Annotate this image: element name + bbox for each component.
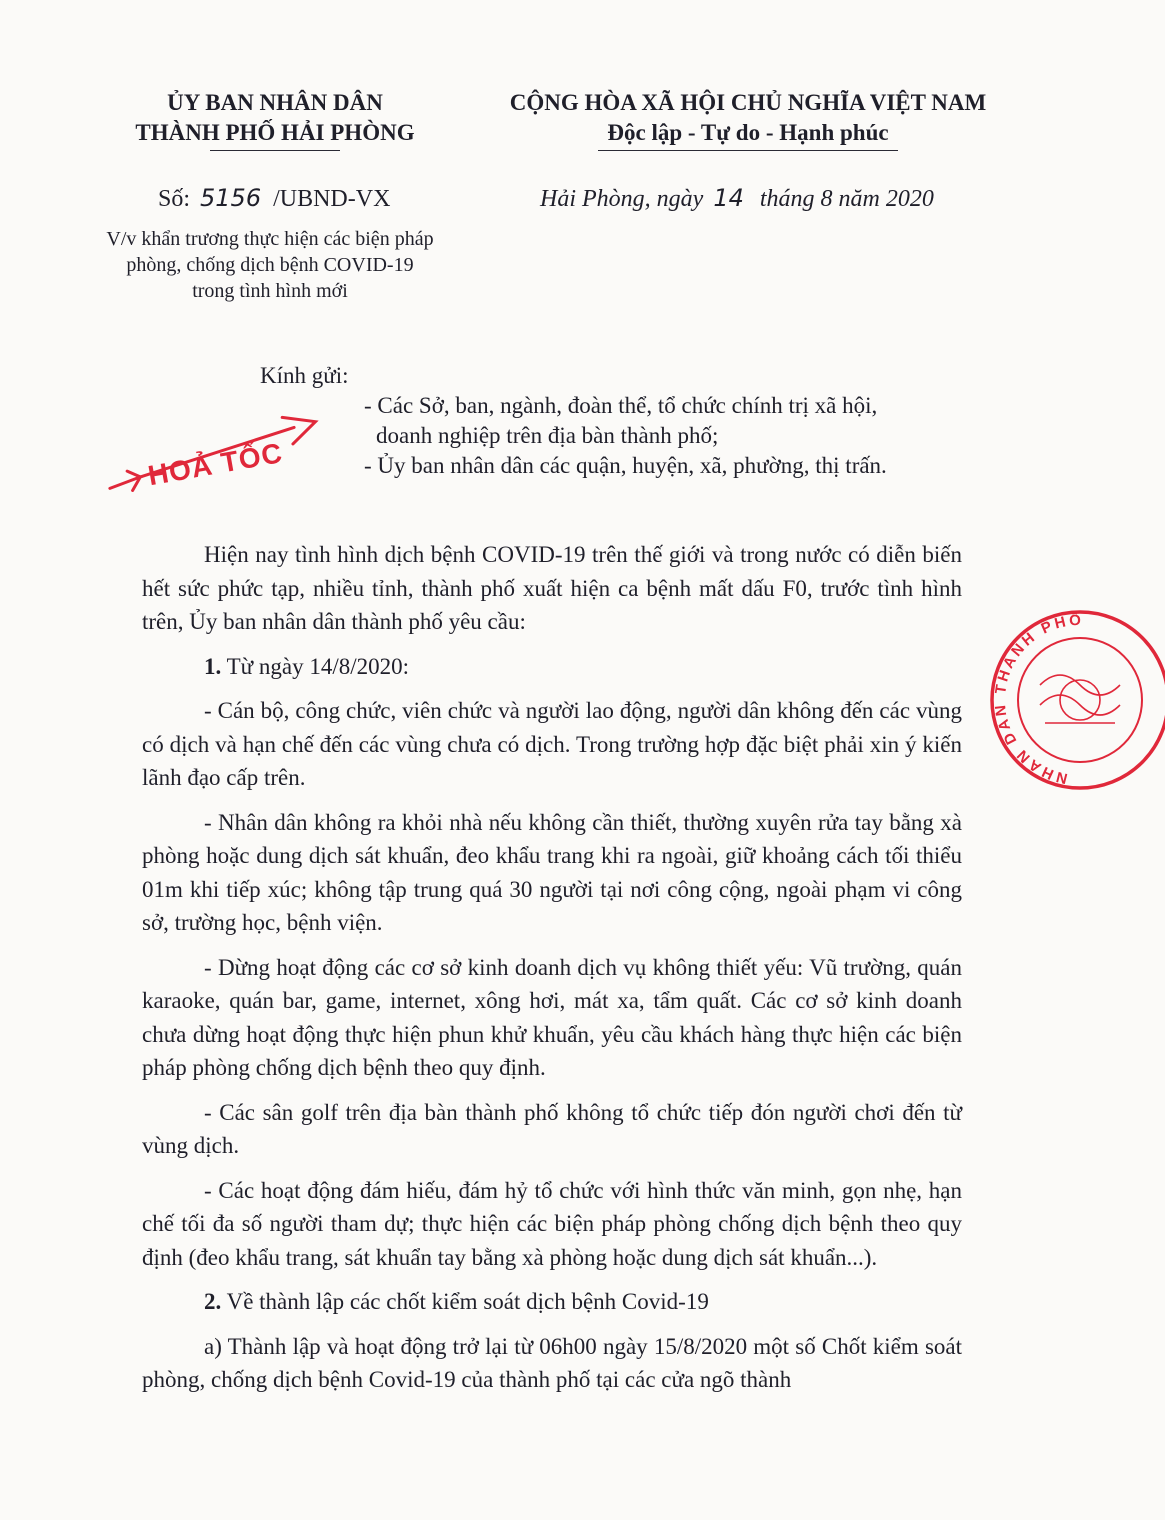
paragraph-bullet-5: - Các hoạt động đám hiếu, đám hỷ tổ chức với hình thức văn minh, gọn nhẹ, hạn chế tối đa số người tham dự; thực hiện các biện pháp phòng chống dịch bệnh theo quy định (đeo khẩu trang, sát khuẩn tay bằng xà phòng hoặc dung dịch sát khuẩn...). bbox=[142, 1177, 962, 1270]
issuer-line-1: ỦY BAN NHÂN DÂN bbox=[167, 90, 383, 115]
section-2-number: 2. bbox=[204, 1289, 222, 1314]
date-prefix: Hải Phòng, ngày bbox=[540, 186, 704, 212]
section-2-title: Về thành lập các chốt kiểm soát dịch bệnh Covid-19 bbox=[226, 1289, 709, 1314]
seal-text: NHÂN DÂN THÀNH PHỐ bbox=[991, 611, 1085, 788]
subject-block bbox=[70, 226, 470, 304]
issuer-header bbox=[120, 88, 430, 151]
motto-underline bbox=[598, 150, 898, 151]
subject-line-1: V/v khẩn trương thực hiện các biện pháp bbox=[106, 228, 434, 250]
recipient-line-2: doanh nghiệp trên địa bàn thành phố; bbox=[376, 423, 719, 448]
urgent-stamp-icon bbox=[98, 412, 328, 502]
section-1-heading bbox=[142, 650, 962, 684]
subject-line-3: trong tình hình mới bbox=[192, 280, 348, 302]
urgent-stamp-text: HOẢ TỐC bbox=[145, 437, 286, 492]
recipient-list bbox=[364, 391, 1004, 481]
official-seal-icon bbox=[985, 605, 1165, 805]
date-day-handwritten: 14 bbox=[713, 184, 744, 212]
paragraph-bullet-4: - Các sân golf trên địa bàn thành phố không tổ chức tiếp đón người chơi đến từ vùng dịch. bbox=[142, 1099, 962, 1158]
section-1-number: 1. bbox=[204, 653, 222, 679]
doc-number-suffix: /UBND-VX bbox=[273, 186, 391, 212]
salutation: Kính gửi: bbox=[260, 363, 349, 388]
paragraph-bullet-2: - Nhân dân không ra khỏi nhà nếu không cần thiết, thường xuyên rửa tay bằng xà phòng hoặc dung dịch sát khuẩn, đeo khẩu trang khi ra ngoài, giữ khoảng cách tối thiểu 01m khi tiếp xúc; không tập trung quá 30 người tại nơi công cộng, ngoài phạm vi công sở, trường học, bệnh viện. bbox=[142, 809, 962, 935]
section-1-title: Từ ngày 14/8/2020: bbox=[226, 653, 409, 679]
national-header bbox=[478, 88, 1018, 151]
recipient-line-1: - Các Sở, ban, ngành, đoàn thể, tổ chức chính trị xã hội, bbox=[364, 393, 878, 418]
doc-number-handwritten: 5156 bbox=[200, 184, 262, 212]
paragraph-bullet-1: - Cán bộ, công chức, viên chức và người lao động, người dân không đến các vùng có dịch và hạn chế đến các vùng chưa có dịch. Trong trường hợp đặc biệt phải xin ý kiến lãnh đạo cấp trên. bbox=[142, 698, 962, 790]
recipient-line-3: - Ủy ban nhân dân các quận, huyện, xã, phường, thị trấn. bbox=[364, 453, 887, 478]
paragraph-bullet-3: - Dừng hoạt động các cơ sở kinh doanh dịch vụ không thiết yếu: Vũ trường, quán karaoke, quán bar, game, internet, xông hơi, mát xa, tẩm quất. Các cơ sở kinh doanh chưa dừng hoạt động thực hiện phun khử khuẩn, yêu cầu khách hàng thực hiện các biện pháp phòng chống dịch bệnh theo quy định. bbox=[142, 954, 962, 1080]
national-motto: Độc lập - Tự do - Hạnh phúc bbox=[607, 120, 889, 145]
paragraph-a: a) Thành lập và hoạt động trở lại từ 06h00 ngày 15/8/2020 một số Chốt kiểm soát phòng, chống dịch bệnh Covid-19 của thành phố tại các cửa ngõ thành bbox=[142, 1333, 962, 1392]
subject-line-2: phòng, chống dịch bệnh COVID-19 bbox=[126, 254, 414, 276]
issuer-line-2: THÀNH PHỐ HẢI PHÒNG bbox=[135, 120, 415, 145]
document-date bbox=[540, 184, 934, 213]
document-number bbox=[158, 184, 390, 213]
date-rest: tháng 8 năm 2020 bbox=[759, 186, 934, 212]
issuer-underline bbox=[210, 150, 340, 151]
doc-number-prefix: Số: bbox=[158, 186, 191, 212]
document-body bbox=[142, 538, 962, 1408]
national-title: CỘNG HÒA XÃ HỘI CHỦ NGHĨA VIỆT NAM bbox=[509, 90, 987, 115]
section-2-heading bbox=[142, 1285, 962, 1319]
intro-paragraph: Hiện nay tình hình dịch bệnh COVID-19 trên thế giới và trong nước có diễn biến hết sức phức tạp, nhiều tỉnh, thành phố xuất hiện ca bệnh mất dấu F0, trước tình hình trên, Ủy ban nhân dân thành phố yêu cầu: bbox=[142, 542, 962, 634]
